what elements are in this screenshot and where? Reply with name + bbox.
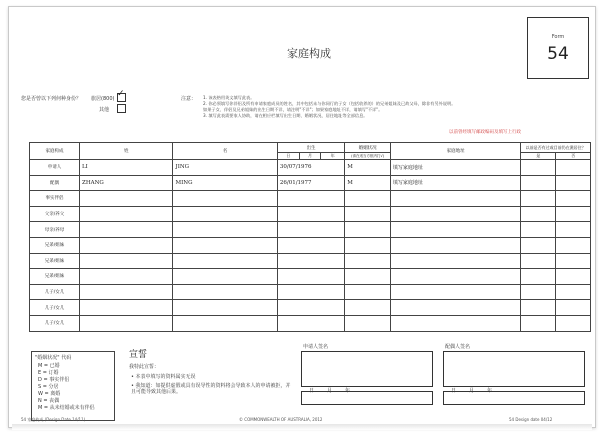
address-cell[interactable] <box>390 253 520 269</box>
sub-year: 年 <box>321 153 345 160</box>
declaration-line-1: • 本表中填写的资料属实无误 <box>131 374 196 380</box>
footer-right: 54 Design date 04/12 <box>509 417 553 422</box>
note-2: 2. 你必须填写你伴侣及所有申请家庭成员的姓名，其中包括未与你同行的子女（包括收养的）的兄弟姐妹及已故父母，除非有另外说明。 <box>203 101 456 106</box>
marital-cell[interactable] <box>345 191 391 207</box>
applicant-date-box[interactable] <box>301 391 433 405</box>
residence-yes-cell[interactable] <box>521 191 556 207</box>
table-row <box>30 175 591 191</box>
surname-cell[interactable] <box>80 253 173 269</box>
marital-cell[interactable] <box>345 206 391 222</box>
residence-yes-cell[interactable] <box>521 269 556 285</box>
residence-yes-cell[interactable] <box>521 222 556 238</box>
dob-cell[interactable]: 26/01/1977 <box>277 175 344 191</box>
given-name-cell[interactable] <box>173 222 277 238</box>
given-name-cell[interactable] <box>173 206 277 222</box>
marital-cell[interactable] <box>345 315 391 331</box>
marital-cell[interactable] <box>345 253 391 269</box>
sub-month: 月 <box>299 153 321 160</box>
surname-cell[interactable] <box>80 222 173 238</box>
residence-yes-cell[interactable] <box>521 237 556 253</box>
legend-title: "婚姻状况" 代码 <box>35 355 72 361</box>
address-cell[interactable] <box>390 222 520 238</box>
header-marital: 婚姻状况 <box>345 143 391 153</box>
surname-cell[interactable] <box>80 284 173 300</box>
applicant-date-month: 月 <box>327 388 333 394</box>
note-1: 1. 该表格用英文填写此表。 <box>203 95 255 100</box>
row-label: 兄弟/姐妹 <box>30 253 80 269</box>
table-row <box>30 160 591 176</box>
row-label: 兄弟/姐妹 <box>30 237 80 253</box>
row-label: 申请人 <box>30 160 80 176</box>
sub-no: 否 <box>556 153 591 160</box>
header-given-name: 名 <box>173 143 277 160</box>
row-label: 母亲/养母 <box>30 222 80 238</box>
given-name-cell[interactable] <box>173 237 277 253</box>
red-handwritten-note: 以前曾经填写邮政编码及填写上行政 <box>449 130 521 135</box>
row-label: 事实伴侣 <box>30 191 80 207</box>
table-row <box>30 206 591 222</box>
address-cell[interactable] <box>390 315 520 331</box>
address-cell[interactable]: 填写家庭地址 <box>390 160 520 176</box>
option-other-checkbox[interactable] <box>117 104 126 113</box>
residence-yes-cell[interactable] <box>521 175 556 191</box>
residence-no-cell[interactable] <box>556 300 591 316</box>
legend-item: D = 事实伴侣 <box>38 377 70 383</box>
header-address: 家庭地址 <box>390 143 520 160</box>
legend-item: N = 丧偶 <box>38 398 60 404</box>
applicant-date-day: 日 <box>309 388 315 394</box>
note-2b: 如果子女、伴侣及兄弟姐妹的出生日期不详，请注明"不详"；如果家庭地址不详，请填写"不详"。 <box>203 107 383 112</box>
table-row <box>30 237 591 253</box>
dob-cell[interactable] <box>277 315 344 331</box>
given-name-cell[interactable]: JING <box>173 160 277 176</box>
given-name-cell[interactable] <box>173 284 277 300</box>
dob-cell[interactable] <box>277 269 344 285</box>
surname-cell[interactable] <box>80 269 173 285</box>
declaration-title: 宣誓 <box>129 350 148 360</box>
residence-yes-cell[interactable] <box>521 253 556 269</box>
residence-no-cell[interactable] <box>556 253 591 269</box>
row-label: 父亲/养父 <box>30 206 80 222</box>
given-name-cell[interactable] <box>173 269 277 285</box>
sub-marital-note: (请在适当方框内打√) <box>345 153 391 160</box>
surname-cell[interactable]: ZHANG <box>80 175 173 191</box>
surname-cell[interactable] <box>80 315 173 331</box>
spouse-date-month: 月 <box>469 388 475 394</box>
option-visitor-label: 旅居(800) <box>91 96 115 102</box>
marital-cell[interactable] <box>345 237 391 253</box>
dob-cell[interactable] <box>277 253 344 269</box>
row-label: 配偶 <box>30 175 80 191</box>
table-row <box>30 222 591 238</box>
residence-no-cell[interactable] <box>556 206 591 222</box>
given-name-cell[interactable] <box>173 300 277 316</box>
header-dob: 出生 <box>277 143 344 153</box>
table-row <box>30 253 591 269</box>
row-label: 儿子/女儿 <box>30 284 80 300</box>
notes-label: 注意： <box>181 96 197 102</box>
dob-cell[interactable] <box>277 191 344 207</box>
address-cell[interactable] <box>390 284 520 300</box>
marital-code-legend <box>31 351 115 421</box>
dob-cell[interactable] <box>277 237 344 253</box>
address-cell[interactable] <box>390 269 520 285</box>
applicant-date-year: 年 <box>345 388 351 394</box>
surname-cell[interactable] <box>80 191 173 207</box>
legend-item: E = 订婚 <box>38 370 59 376</box>
residence-no-cell[interactable] <box>556 237 591 253</box>
footer-center: © COMMONWEALTH OF AUSTRALIA, 2012 <box>239 417 323 422</box>
spouse-signature-box[interactable] <box>443 351 585 387</box>
row-label: 兄弟/姐妹 <box>30 269 80 285</box>
given-name-cell[interactable] <box>173 191 277 207</box>
address-cell[interactable] <box>390 191 520 207</box>
option-other-label: 其他 <box>99 107 110 113</box>
footer-left: 54 家庭构成 (Design Date 14/11) <box>21 417 86 422</box>
marital-cell[interactable] <box>345 284 391 300</box>
legend-item: M = 从未结婚或未有伴侣 <box>38 405 95 411</box>
table-row <box>30 300 591 316</box>
header-residence: 以前是否有过或目前仍在澳居住？ <box>521 143 591 153</box>
surname-cell[interactable] <box>80 206 173 222</box>
residence-no-cell[interactable] <box>556 315 591 331</box>
marital-cell[interactable]: M <box>345 160 391 176</box>
applicant-signature-box[interactable] <box>301 351 433 387</box>
dob-cell[interactable] <box>277 300 344 316</box>
table-row <box>30 284 591 300</box>
residence-yes-cell[interactable] <box>521 284 556 300</box>
table-row <box>30 191 591 207</box>
residence-no-cell[interactable] <box>556 222 591 238</box>
declaration-line-2: • 我知道：如提供虚假或具有误导性的资料将会导致本人的申请被拒，并且可能导致其他后果。 <box>131 383 291 395</box>
marital-cell[interactable] <box>345 269 391 285</box>
spouse-date-day: 日 <box>451 388 457 394</box>
row-label: 儿子/女儿 <box>30 300 80 316</box>
sub-day: 日 <box>277 153 299 160</box>
residence-no-cell[interactable] <box>556 175 591 191</box>
table-header-row <box>30 143 591 153</box>
legend-item: S = 分居 <box>38 384 59 390</box>
dob-cell[interactable] <box>277 222 344 238</box>
form-page <box>8 6 596 428</box>
spouse-date-year: 年 <box>487 388 493 394</box>
checkmark-icon: ✓ <box>117 89 125 99</box>
address-cell[interactable] <box>390 300 520 316</box>
form-title: 家庭构成 <box>287 47 331 60</box>
residence-no-cell[interactable] <box>556 160 591 176</box>
residence-no-cell[interactable] <box>556 191 591 207</box>
dob-cell[interactable] <box>277 206 344 222</box>
residence-yes-cell[interactable] <box>521 315 556 331</box>
surname-cell[interactable] <box>80 237 173 253</box>
surname-cell[interactable]: LI <box>80 160 173 176</box>
legend-item: M = 已婚 <box>38 363 60 369</box>
legend-item: W = 离婚 <box>38 391 61 397</box>
form-label: Form <box>551 34 565 40</box>
residence-no-cell[interactable] <box>556 284 591 300</box>
dob-cell[interactable]: 30/07/1976 <box>277 160 344 176</box>
spouse-date-box[interactable] <box>443 391 585 405</box>
marital-cell[interactable] <box>345 300 391 316</box>
residence-yes-cell[interactable] <box>521 160 556 176</box>
given-name-cell[interactable] <box>173 253 277 269</box>
note-3: 3. 填写此表需要家人协助，请在相应栏填写出生日期、婚姻状况、居住地址等全部信息。 <box>203 113 368 118</box>
marital-cell[interactable] <box>345 222 391 238</box>
address-cell[interactable] <box>390 206 520 222</box>
surname-cell[interactable] <box>80 300 173 316</box>
header-surname: 姓 <box>80 143 173 160</box>
address-cell[interactable]: 填写家庭地址 <box>390 175 520 191</box>
header-relationship: 家庭构成 <box>30 143 80 160</box>
given-name-cell[interactable] <box>173 315 277 331</box>
marital-cell[interactable]: M <box>345 175 391 191</box>
declaration-lead: 我特此宣誓： <box>129 364 160 370</box>
dob-cell[interactable] <box>277 284 344 300</box>
table-row <box>30 269 591 285</box>
form-number-box <box>527 17 589 79</box>
visa-question: 您是否曾以下列何种身份？ <box>21 96 82 102</box>
residence-yes-cell[interactable] <box>521 206 556 222</box>
residence-no-cell[interactable] <box>556 269 591 285</box>
given-name-cell[interactable]: MING <box>173 175 277 191</box>
notes-block <box>203 95 588 119</box>
address-cell[interactable] <box>390 237 520 253</box>
row-label: 儿子/女儿 <box>30 315 80 331</box>
residence-yes-cell[interactable] <box>521 300 556 316</box>
form-number: 54 <box>547 44 569 64</box>
spouse-signature-label: 配偶人签名 <box>445 344 471 350</box>
page-shadow <box>12 424 592 430</box>
sub-yes: 是 <box>521 153 556 160</box>
applicant-signature-label: 申请人签名 <box>303 344 329 350</box>
table-row <box>30 315 591 331</box>
family-table <box>29 142 591 332</box>
